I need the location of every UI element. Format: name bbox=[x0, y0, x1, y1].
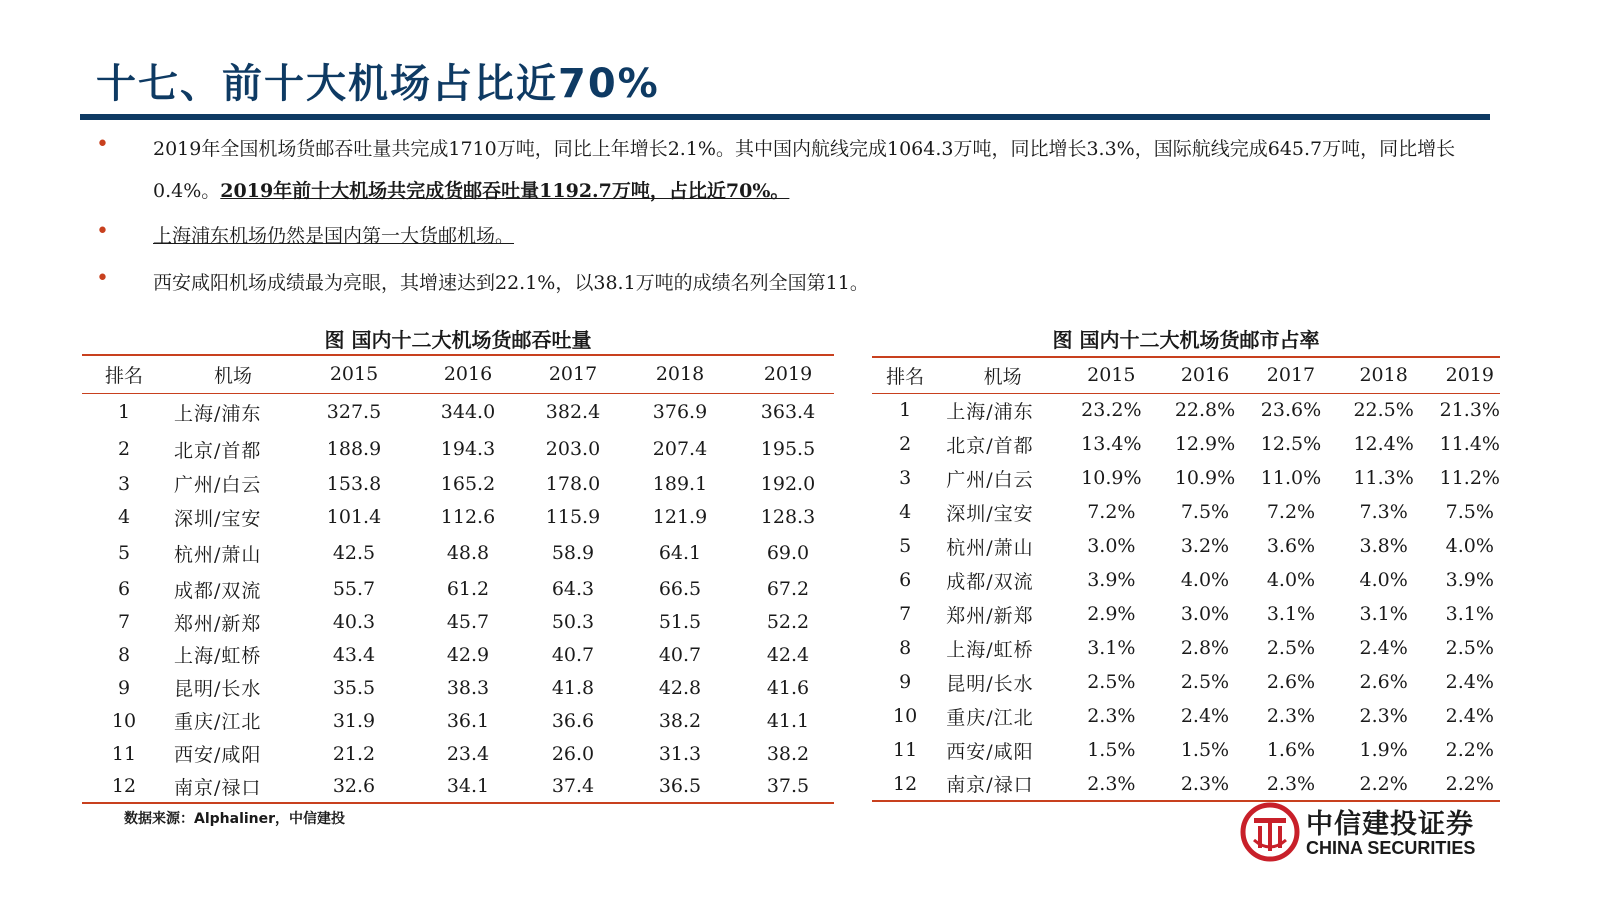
airport-cell: 成都/双流 bbox=[174, 579, 262, 602]
airport-cell: 上海/虹桥 bbox=[946, 638, 1034, 661]
value-cell: 42.4 bbox=[766, 643, 810, 666]
rank-cell: 5 bbox=[899, 535, 912, 557]
table-header-row bbox=[872, 357, 1500, 393]
column-header: 机场 bbox=[938, 357, 1067, 393]
value-cell: 327.5 bbox=[326, 401, 382, 424]
bullet-paragraph-3 bbox=[153, 262, 1493, 304]
value-cell: 41.6 bbox=[766, 676, 810, 699]
page-title: 十七、前十大机场占比近70% bbox=[96, 61, 660, 107]
value-cell: 31.9 bbox=[332, 709, 376, 732]
title-divider bbox=[80, 114, 1490, 120]
table-row bbox=[872, 529, 1500, 563]
airport-cell: 广州/白云 bbox=[174, 474, 262, 496]
airport-cell: 上海/浦东 bbox=[946, 400, 1034, 423]
value-cell: 188.9 bbox=[326, 438, 382, 460]
value-cell: 11.0% bbox=[1260, 467, 1322, 489]
value-cell: 36.6 bbox=[551, 709, 595, 732]
company-logo bbox=[1240, 800, 1500, 864]
value-cell: 12.5% bbox=[1260, 433, 1322, 455]
bullet-marker: • bbox=[96, 266, 109, 291]
airport-cell: 南京/禄口 bbox=[174, 776, 262, 799]
value-cell: 13.4% bbox=[1081, 433, 1142, 455]
value-cell: 38.2 bbox=[658, 709, 702, 732]
value-cell: 11.4% bbox=[1439, 433, 1500, 455]
value-cell: 2.9% bbox=[1087, 603, 1136, 625]
column-header: 2015 bbox=[1067, 357, 1156, 393]
value-cell: 11.2% bbox=[1439, 467, 1500, 489]
column-header: 排名 bbox=[82, 355, 166, 393]
column-header: 排名 bbox=[872, 357, 938, 393]
value-cell: 50.3 bbox=[551, 611, 595, 633]
value-cell: 2.5% bbox=[1445, 637, 1494, 659]
value-cell: 42.9 bbox=[446, 643, 490, 666]
value-cell: 1.9% bbox=[1359, 739, 1408, 761]
value-cell: 192.0 bbox=[760, 472, 816, 495]
value-cell: 115.9 bbox=[545, 506, 601, 528]
value-cell: 344.0 bbox=[440, 401, 496, 424]
airport-cell: 西安/咸阳 bbox=[946, 740, 1034, 763]
column-header: 2016 bbox=[1156, 357, 1254, 393]
logo-chinese-name: 中信建投证券 bbox=[1306, 809, 1474, 840]
value-cell: 4.0% bbox=[1180, 569, 1230, 591]
column-header: 2018 bbox=[618, 355, 742, 393]
rank-cell: 12 bbox=[893, 772, 918, 795]
rank-cell: 1 bbox=[117, 401, 131, 424]
table-header-row bbox=[82, 355, 834, 393]
table-row bbox=[82, 770, 834, 803]
value-cell: 41.1 bbox=[766, 709, 810, 732]
value-cell: 3.1% bbox=[1266, 603, 1316, 625]
rank-cell: 3 bbox=[899, 467, 912, 489]
value-cell: 31.3 bbox=[658, 742, 702, 765]
rank-cell: 9 bbox=[117, 676, 131, 699]
value-cell: 12.4% bbox=[1353, 433, 1414, 455]
airport-cell: 昆明/长水 bbox=[946, 672, 1034, 695]
bullet-paragraph-2 bbox=[153, 215, 1493, 257]
airport-cell: 重庆/江北 bbox=[946, 706, 1034, 729]
value-cell: 2.3% bbox=[1180, 772, 1230, 795]
table-row bbox=[82, 467, 834, 500]
table-row bbox=[82, 393, 834, 431]
table-row bbox=[872, 631, 1500, 665]
logo-english-name: CHINA SECURITIES bbox=[1306, 838, 1476, 858]
value-cell: 3.0% bbox=[1180, 603, 1230, 625]
airport-cell: 深圳/宝安 bbox=[946, 502, 1034, 525]
value-cell: 2.4% bbox=[1180, 705, 1230, 727]
table-row bbox=[82, 638, 834, 671]
china-securities-emblem-icon bbox=[1240, 802, 1300, 862]
rank-cell: 11 bbox=[111, 742, 137, 765]
market-share-table bbox=[872, 356, 1500, 802]
table-row bbox=[872, 733, 1500, 767]
value-cell: 203.0 bbox=[545, 438, 601, 460]
value-cell: 3.8% bbox=[1359, 535, 1408, 557]
value-cell: 101.4 bbox=[326, 506, 382, 528]
value-cell: 38.3 bbox=[446, 676, 490, 699]
value-cell: 4.0% bbox=[1266, 569, 1316, 591]
value-cell: 7.5% bbox=[1180, 501, 1230, 523]
airport-cell: 杭州/萧山 bbox=[174, 543, 262, 566]
value-cell: 3.2% bbox=[1180, 535, 1230, 557]
value-cell: 207.4 bbox=[652, 438, 708, 460]
value-cell: 3.1% bbox=[1359, 603, 1408, 625]
value-cell: 2.2% bbox=[1445, 739, 1494, 761]
value-cell: 40.3 bbox=[332, 611, 376, 633]
table-row bbox=[82, 431, 834, 467]
value-cell: 42.5 bbox=[332, 542, 376, 564]
value-cell: 2.5% bbox=[1266, 637, 1316, 659]
value-cell: 61.2 bbox=[446, 578, 490, 600]
value-cell: 153.8 bbox=[326, 472, 382, 495]
bullet-1-highlight: 2019年前十大机场共完成货邮吞吐量1192.7万吨，占比近70%。 bbox=[220, 180, 790, 202]
airport-cell: 郑州/新郑 bbox=[946, 604, 1034, 627]
value-cell: 26.0 bbox=[551, 742, 595, 765]
column-header: 机场 bbox=[166, 355, 300, 393]
airport-cell: 广州/白云 bbox=[946, 468, 1034, 491]
column-header: 2017 bbox=[528, 355, 618, 393]
table-row bbox=[82, 671, 834, 704]
table-row bbox=[872, 665, 1500, 699]
value-cell: 51.5 bbox=[658, 611, 702, 633]
value-cell: 2.6% bbox=[1266, 671, 1316, 693]
value-cell: 42.8 bbox=[658, 676, 702, 699]
column-header: 2015 bbox=[300, 355, 408, 393]
cargo-throughput-table bbox=[82, 354, 834, 804]
value-cell: 189.1 bbox=[652, 472, 708, 495]
bullet-1-text: 2019年全国机场货邮吞吐量共完成1710万吨，同比上年增长2.1%。其中国内航线完成1064.3万吨，同比增长3.3%，国际航线完成645.7万吨，同比增长0.4%。 bbox=[153, 138, 1456, 202]
bullet-marker: • bbox=[96, 132, 109, 157]
value-cell: 2.4% bbox=[1359, 637, 1408, 659]
value-cell: 363.4 bbox=[760, 401, 816, 424]
rank-cell: 12 bbox=[111, 775, 137, 797]
table-row bbox=[82, 572, 834, 606]
rank-cell: 5 bbox=[117, 542, 131, 564]
column-header: 2019 bbox=[1440, 357, 1500, 393]
airport-cell: 昆明/长水 bbox=[174, 678, 262, 700]
value-cell: 41.8 bbox=[551, 676, 595, 699]
value-cell: 2.2% bbox=[1359, 772, 1408, 795]
value-cell: 64.1 bbox=[658, 542, 702, 564]
rank-cell: 4 bbox=[117, 506, 131, 528]
rank-cell: 7 bbox=[899, 603, 912, 625]
table-row bbox=[872, 563, 1500, 597]
value-cell: 36.5 bbox=[658, 775, 702, 797]
bullet-3-text: 西安咸阳机场成绩最为亮眼，其增速达到22.1%，以38.1万吨的成绩名列全国第11。 bbox=[153, 272, 869, 294]
value-cell: 2.3% bbox=[1087, 772, 1136, 795]
table-row bbox=[82, 606, 834, 638]
value-cell: 195.5 bbox=[760, 438, 816, 460]
value-cell: 112.6 bbox=[440, 506, 496, 528]
value-cell: 2.3% bbox=[1087, 705, 1136, 727]
value-cell: 2.3% bbox=[1266, 705, 1316, 727]
table-row bbox=[872, 393, 1500, 427]
value-cell: 194.3 bbox=[440, 438, 496, 460]
value-cell: 7.5% bbox=[1445, 501, 1494, 523]
rank-cell: 8 bbox=[117, 643, 131, 666]
value-cell: 1.5% bbox=[1087, 739, 1136, 761]
value-cell: 67.2 bbox=[766, 578, 810, 600]
value-cell: 376.9 bbox=[652, 401, 708, 424]
left-table-title: 图 国内十二大机场货邮吞吐量 bbox=[324, 328, 592, 352]
value-cell: 2.8% bbox=[1180, 637, 1230, 659]
value-cell: 2.4% bbox=[1445, 705, 1494, 727]
value-cell: 21.2 bbox=[332, 742, 376, 765]
column-header: 2016 bbox=[408, 355, 528, 393]
value-cell: 58.9 bbox=[551, 542, 595, 564]
value-cell: 2.3% bbox=[1266, 772, 1316, 795]
value-cell: 3.1% bbox=[1445, 603, 1494, 625]
value-cell: 66.5 bbox=[658, 578, 702, 600]
value-cell: 69.0 bbox=[766, 542, 810, 564]
table-row bbox=[872, 767, 1500, 801]
right-table-title: 图 国内十二大机场货邮市占率 bbox=[1052, 328, 1320, 352]
value-cell: 23.2% bbox=[1081, 399, 1142, 422]
value-cell: 37.4 bbox=[551, 775, 595, 797]
airport-cell: 上海/浦东 bbox=[174, 402, 262, 425]
value-cell: 3.1% bbox=[1087, 637, 1136, 659]
rank-cell: 6 bbox=[899, 569, 912, 591]
value-cell: 3.6% bbox=[1266, 535, 1316, 557]
value-cell: 34.1 bbox=[446, 775, 490, 797]
airport-cell: 上海/虹桥 bbox=[174, 645, 262, 667]
table-row bbox=[872, 495, 1500, 529]
value-cell: 128.3 bbox=[760, 506, 816, 528]
value-cell: 40.7 bbox=[551, 643, 595, 666]
rank-cell: 9 bbox=[899, 671, 912, 693]
bullet-paragraph-1 bbox=[153, 128, 1493, 212]
value-cell: 3.0% bbox=[1087, 535, 1136, 557]
rank-cell: 10 bbox=[111, 709, 137, 732]
airport-cell: 南京/禄口 bbox=[946, 774, 1034, 796]
value-cell: 3.9% bbox=[1445, 569, 1494, 591]
value-cell: 52.2 bbox=[766, 611, 810, 633]
value-cell: 7.2% bbox=[1087, 501, 1136, 523]
value-cell: 165.2 bbox=[440, 472, 496, 495]
value-cell: 2.5% bbox=[1087, 671, 1136, 693]
value-cell: 35.5 bbox=[332, 676, 376, 699]
value-cell: 11.3% bbox=[1353, 467, 1414, 489]
rank-cell: 1 bbox=[899, 399, 912, 422]
value-cell: 38.2 bbox=[766, 742, 810, 765]
value-cell: 2.6% bbox=[1359, 671, 1408, 693]
value-cell: 22.8% bbox=[1174, 399, 1236, 422]
airport-cell: 北京/首都 bbox=[946, 434, 1034, 457]
airport-cell: 北京/首都 bbox=[174, 439, 262, 462]
value-cell: 22.5% bbox=[1353, 399, 1414, 422]
value-cell: 48.8 bbox=[446, 542, 490, 564]
table-row bbox=[82, 500, 834, 534]
rank-cell: 3 bbox=[117, 472, 131, 495]
value-cell: 21.3% bbox=[1439, 399, 1500, 422]
column-header: 2017 bbox=[1254, 357, 1327, 393]
value-cell: 10.9% bbox=[1081, 467, 1142, 489]
column-header: 2018 bbox=[1328, 357, 1440, 393]
table-row bbox=[872, 597, 1500, 631]
value-cell: 3.9% bbox=[1087, 569, 1136, 591]
value-cell: 382.4 bbox=[545, 401, 601, 424]
value-cell: 64.3 bbox=[551, 578, 595, 600]
value-cell: 1.6% bbox=[1266, 739, 1316, 761]
airport-cell: 西安/咸阳 bbox=[174, 744, 262, 766]
table-row bbox=[82, 737, 834, 770]
airport-cell: 郑州/新郑 bbox=[174, 612, 262, 635]
rank-cell: 4 bbox=[899, 501, 912, 523]
column-header: 2019 bbox=[742, 355, 834, 393]
value-cell: 10.9% bbox=[1174, 467, 1236, 489]
rank-cell: 2 bbox=[117, 438, 131, 460]
value-cell: 23.6% bbox=[1260, 399, 1322, 422]
value-cell: 121.9 bbox=[652, 506, 708, 528]
value-cell: 32.6 bbox=[332, 775, 376, 797]
table-row bbox=[872, 427, 1500, 461]
value-cell: 7.3% bbox=[1359, 501, 1408, 523]
airport-cell: 深圳/宝安 bbox=[174, 507, 262, 530]
value-cell: 2.5% bbox=[1180, 671, 1230, 693]
rank-cell: 10 bbox=[893, 705, 918, 727]
rank-cell: 11 bbox=[893, 739, 918, 761]
table-row bbox=[82, 534, 834, 572]
value-cell: 43.4 bbox=[332, 643, 376, 666]
value-cell: 55.7 bbox=[332, 578, 376, 600]
value-cell: 23.4 bbox=[446, 742, 490, 765]
bullet-2-text: 上海浦东机场仍然是国内第一大货邮机场。 bbox=[153, 225, 515, 247]
airport-cell: 成都/双流 bbox=[946, 570, 1034, 593]
airport-cell: 杭州/萧山 bbox=[946, 536, 1034, 559]
value-cell: 4.0% bbox=[1445, 535, 1494, 557]
value-cell: 2.4% bbox=[1445, 671, 1494, 693]
value-cell: 12.9% bbox=[1174, 433, 1236, 455]
value-cell: 36.1 bbox=[446, 709, 490, 732]
value-cell: 7.2% bbox=[1266, 501, 1316, 523]
value-cell: 2.3% bbox=[1359, 705, 1408, 727]
rank-cell: 7 bbox=[117, 611, 131, 633]
value-cell: 40.7 bbox=[658, 643, 702, 666]
table-row bbox=[872, 699, 1500, 733]
bullet-marker: • bbox=[96, 219, 109, 244]
rank-cell: 8 bbox=[899, 637, 912, 659]
data-source-note: 数据来源：Alphaliner，中信建投 bbox=[124, 811, 346, 827]
value-cell: 37.5 bbox=[766, 775, 810, 797]
rank-cell: 2 bbox=[899, 433, 912, 455]
value-cell: 2.2% bbox=[1445, 772, 1494, 795]
table-row bbox=[872, 461, 1500, 495]
value-cell: 1.5% bbox=[1180, 739, 1230, 761]
rank-cell: 6 bbox=[117, 578, 131, 600]
value-cell: 45.7 bbox=[446, 611, 490, 633]
value-cell: 178.0 bbox=[545, 472, 601, 495]
value-cell: 4.0% bbox=[1359, 569, 1408, 591]
table-row bbox=[82, 704, 834, 737]
airport-cell: 重庆/江北 bbox=[174, 711, 262, 733]
